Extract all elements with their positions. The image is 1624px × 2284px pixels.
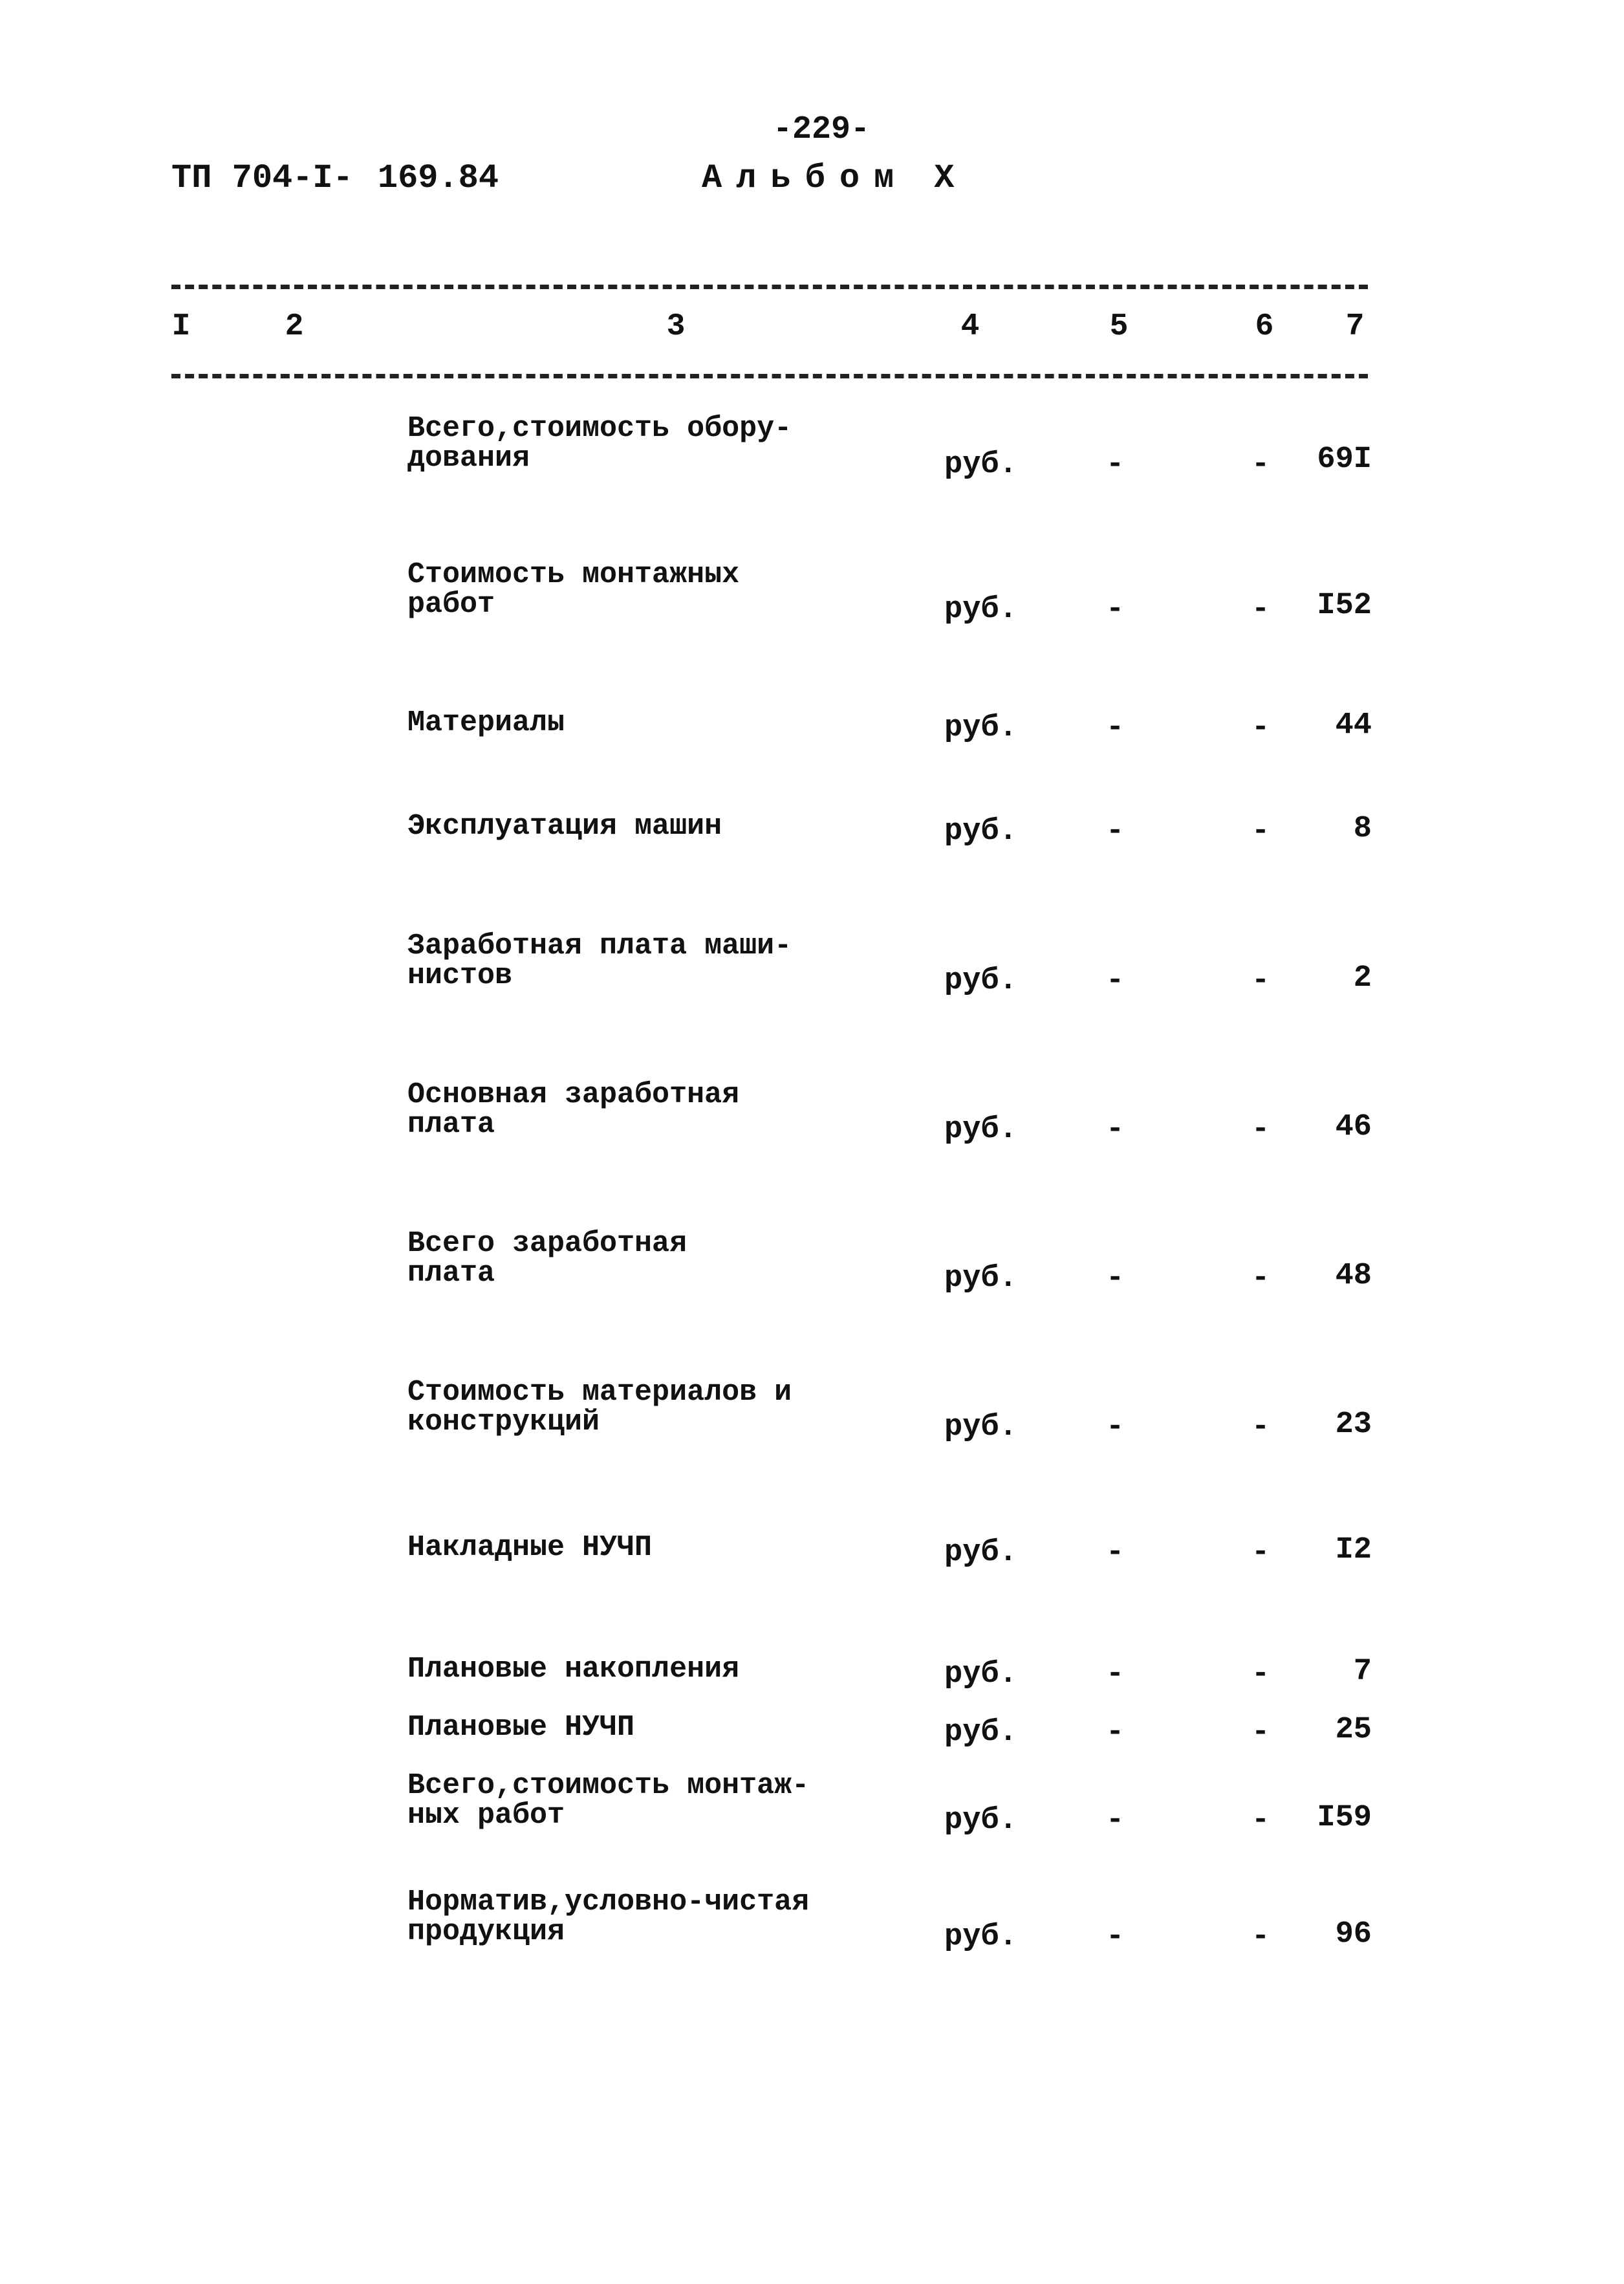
row-col6: -	[1251, 1657, 1270, 1691]
row-col5: -	[1106, 1261, 1125, 1296]
row-label: Стоимость материалов и конструкций	[407, 1376, 792, 1439]
row-value: 46	[1335, 1110, 1372, 1144]
row-unit: руб.	[944, 964, 1017, 998]
row-value: I59	[1317, 1801, 1372, 1835]
row-value: I52	[1317, 589, 1372, 623]
album-label: Альбом	[702, 159, 909, 197]
row-unit: руб.	[944, 1920, 1017, 1954]
table-rule-bottom	[171, 374, 1368, 378]
column-number-6: 6	[1255, 309, 1274, 344]
row-col5: -	[1106, 1920, 1125, 1954]
row-col6: -	[1251, 448, 1270, 482]
row-value: 2	[1353, 961, 1372, 995]
row-value: I2	[1335, 1533, 1372, 1567]
column-number-7: 7	[1345, 309, 1365, 344]
row-col6: -	[1251, 964, 1270, 998]
row-label: Всего,стоимость монтаж- ных работ	[407, 1769, 810, 1832]
row-value: 48	[1335, 1259, 1372, 1293]
column-number-1: I	[171, 309, 191, 344]
row-col5: -	[1106, 814, 1125, 849]
row-value: 23	[1335, 1408, 1372, 1442]
column-number-5: 5	[1109, 309, 1129, 344]
row-label: Стоимость монтажных работ	[407, 558, 740, 621]
document-code-prefix: ТП 704-I-	[171, 159, 353, 197]
row-unit: руб.	[944, 448, 1017, 482]
row-col6: -	[1251, 1261, 1270, 1296]
row-col5: -	[1106, 1410, 1125, 1444]
row-label: Всего заработная плата	[407, 1227, 687, 1290]
row-unit: руб.	[944, 711, 1017, 745]
row-col6: -	[1251, 711, 1270, 745]
row-col5: -	[1106, 1657, 1125, 1691]
row-col6: -	[1251, 1715, 1270, 1750]
row-label: Основная заработная плата	[407, 1078, 740, 1141]
row-col6: -	[1251, 593, 1270, 627]
row-unit: руб.	[944, 1113, 1017, 1147]
album-number: X	[934, 159, 955, 197]
row-col5: -	[1106, 593, 1125, 627]
row-value: 69I	[1317, 442, 1372, 477]
album-title	[702, 159, 954, 197]
row-unit: руб.	[944, 814, 1017, 849]
table-rule-top	[171, 285, 1368, 289]
row-unit: руб.	[944, 1261, 1017, 1296]
row-label: Заработная плата маши- нистов	[407, 930, 792, 992]
row-col5: -	[1106, 1536, 1125, 1570]
row-col6: -	[1251, 1803, 1270, 1838]
row-col6: -	[1251, 814, 1270, 849]
row-value: 44	[1335, 708, 1372, 743]
row-label: Плановые НУЧП	[407, 1711, 635, 1744]
row-col5: -	[1106, 1803, 1125, 1838]
row-unit: руб.	[944, 1657, 1017, 1691]
document-code	[171, 159, 499, 197]
column-number-2: 2	[285, 309, 304, 344]
row-col5: -	[1106, 1715, 1125, 1750]
row-label: Плановые накопления	[407, 1653, 740, 1686]
row-col6: -	[1251, 1920, 1270, 1954]
row-col6: -	[1251, 1113, 1270, 1147]
row-col5: -	[1106, 448, 1125, 482]
row-value: 7	[1353, 1655, 1372, 1689]
row-label: Норматив,условно-чистая продукция	[407, 1886, 810, 1948]
row-col5: -	[1106, 1113, 1125, 1147]
row-value: 25	[1335, 1713, 1372, 1747]
row-col6: -	[1251, 1410, 1270, 1444]
row-unit: руб.	[944, 1715, 1017, 1750]
row-col5: -	[1106, 711, 1125, 745]
column-number-4: 4	[960, 309, 980, 344]
row-col5: -	[1106, 964, 1125, 998]
row-unit: руб.	[944, 1410, 1017, 1444]
row-label: Материалы	[407, 706, 565, 739]
row-label: Всего,стоимость обору- дования	[407, 412, 792, 475]
row-value: 8	[1353, 812, 1372, 846]
column-number-3: 3	[666, 309, 686, 344]
document-code-number: 169.84	[377, 159, 499, 197]
page-number: -229-	[773, 111, 871, 148]
row-col6: -	[1251, 1536, 1270, 1570]
row-label: Накладные НУЧП	[407, 1531, 653, 1564]
row-value: 96	[1335, 1917, 1372, 1952]
row-label: Эксплуатация машин	[407, 810, 722, 843]
row-unit: руб.	[944, 1536, 1017, 1570]
row-unit: руб.	[944, 1803, 1017, 1838]
row-unit: руб.	[944, 593, 1017, 627]
